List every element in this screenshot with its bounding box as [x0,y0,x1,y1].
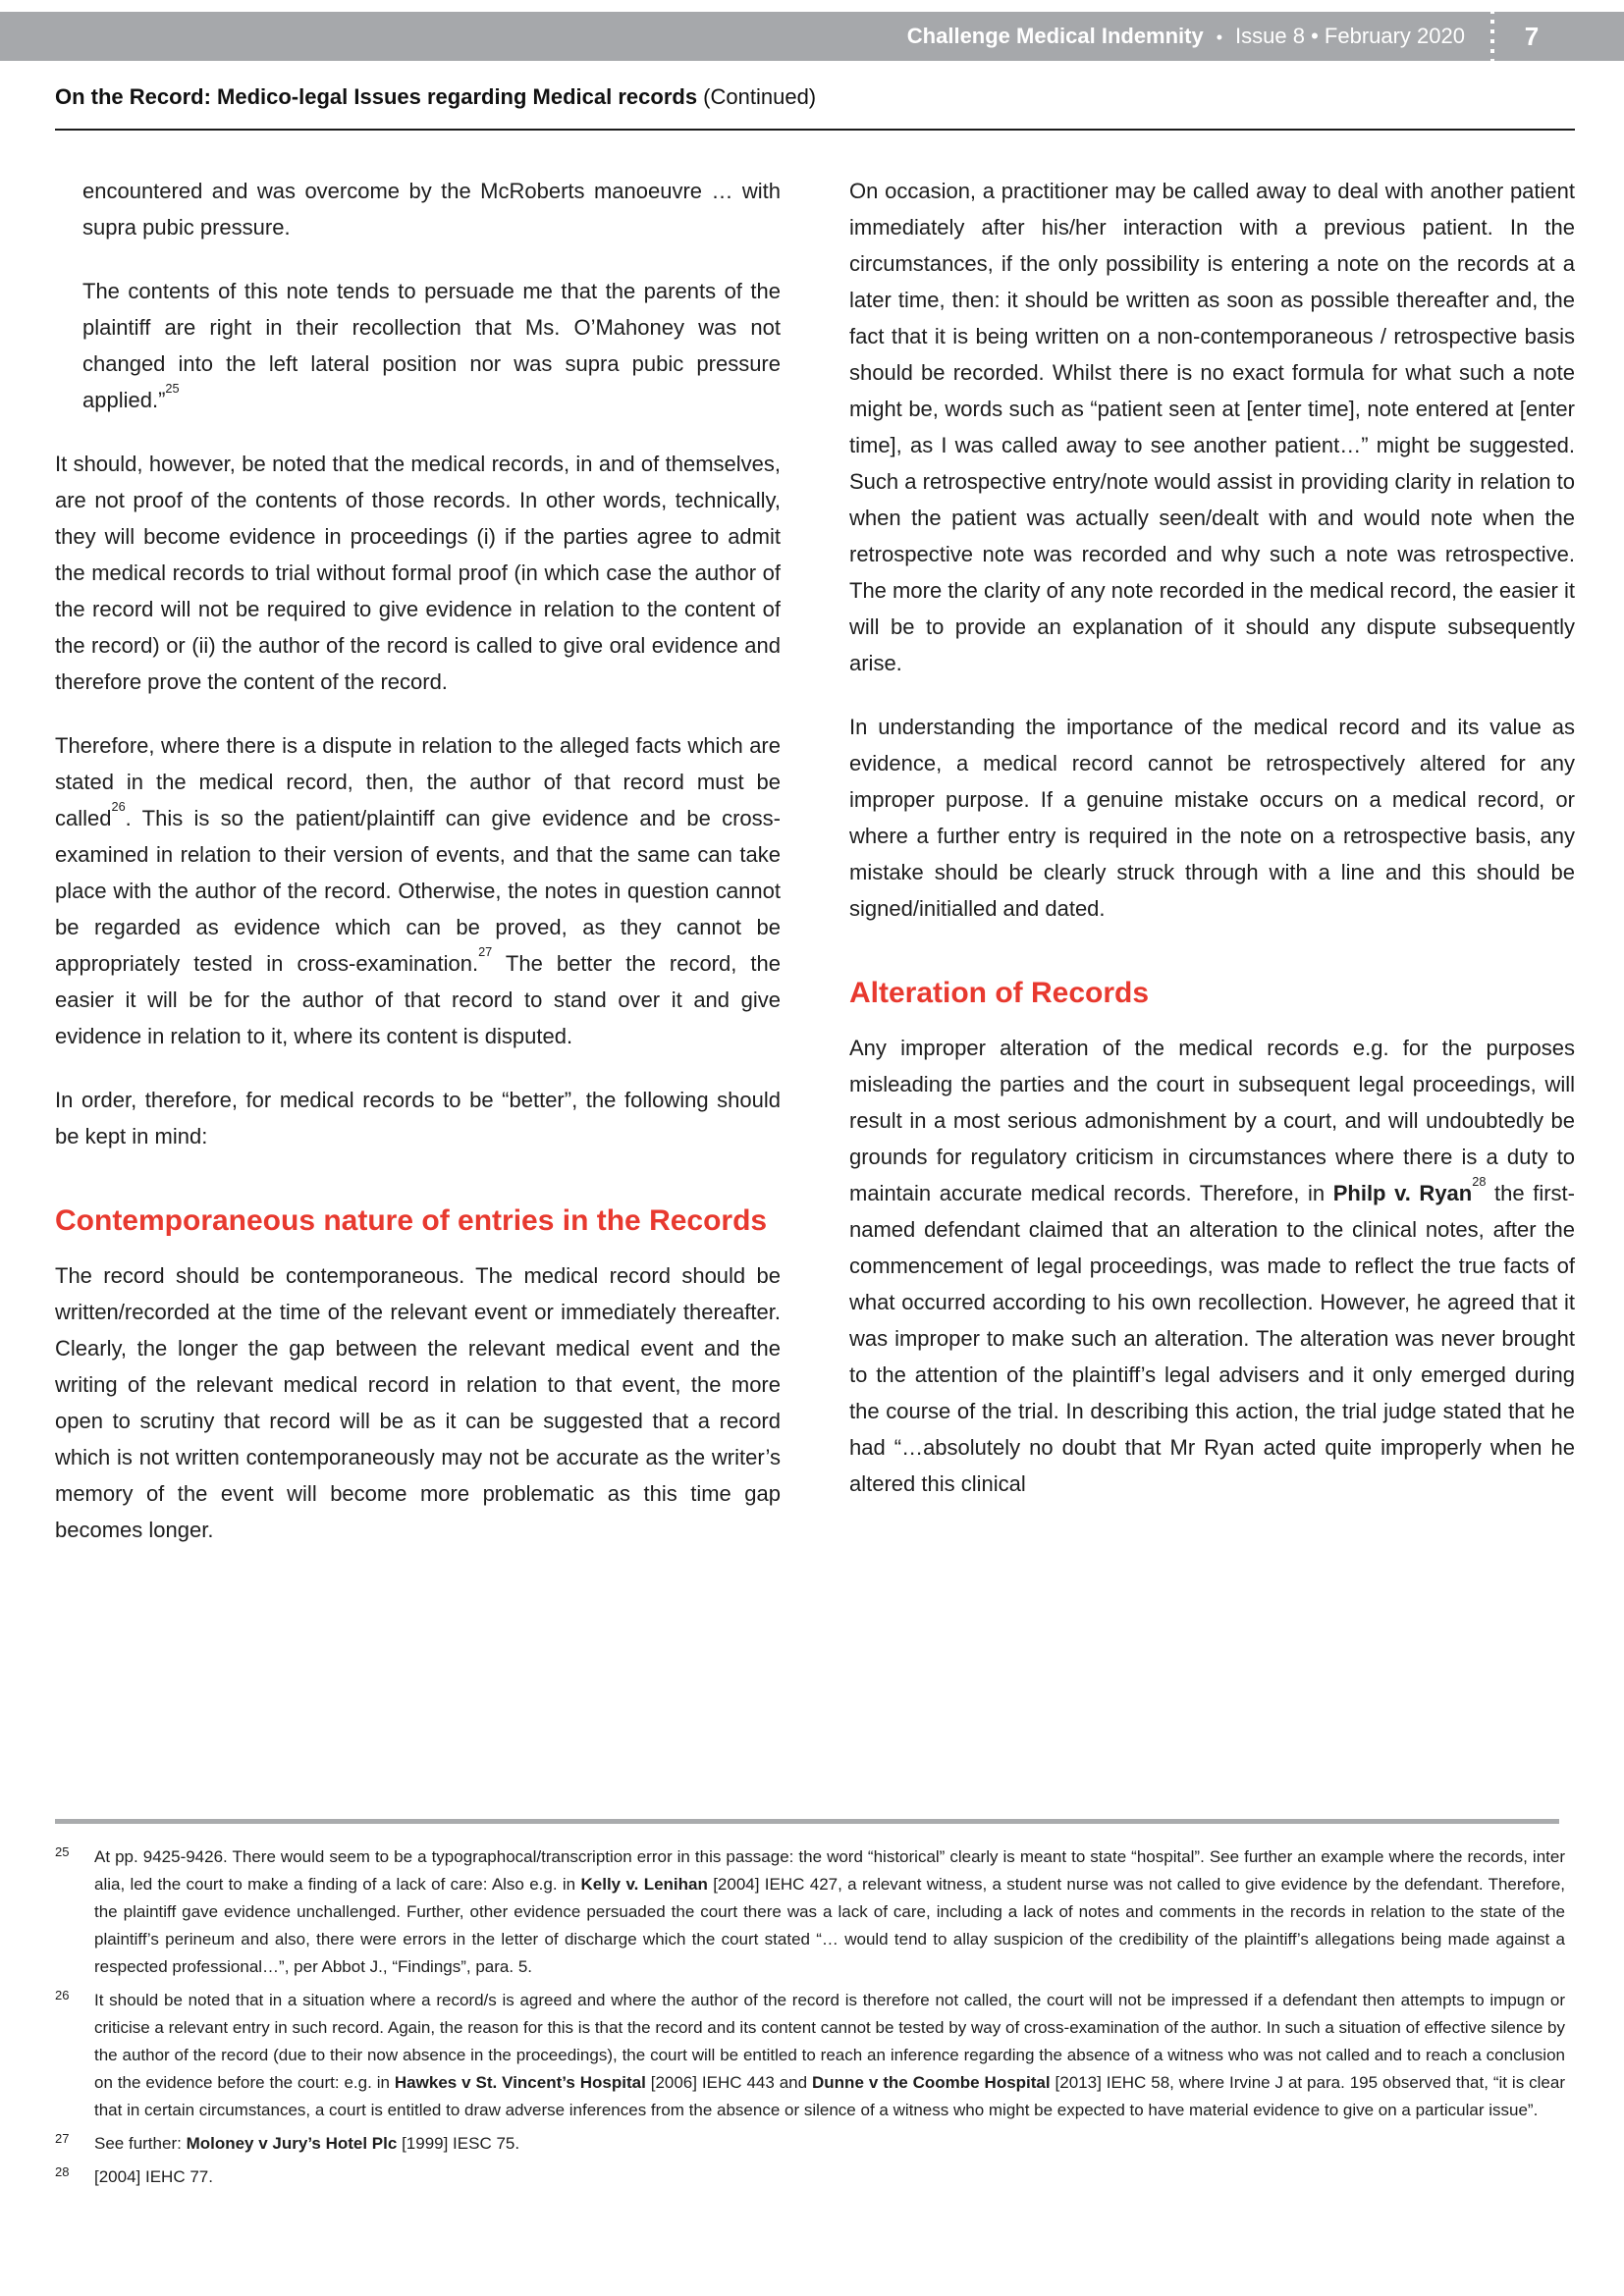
header-bar [0,12,1624,61]
footnotes [55,1843,1565,2197]
footnote-marker: 28 [55,2164,70,2179]
section-heading-alteration: Alteration of Records [849,977,1150,1009]
paragraph-kept-in-mind: In order, therefore, for medical records to be “better”, the following should be kept in mind: [55,1088,781,1148]
title-rule [55,129,1575,131]
paragraph-contemporaneous: The record should be contemporaneous. The medical record should be written/recorded at the time of the relevant event or immediately thereafter. Clearly, the longer the gap between the relevant medical event and the writing of the relevant medical record in relation to that event, the more open to scrutiny that record will be as it can be suggested that a record which is not written contemporaneously may not be accurate as the writer’s memory of the event will become more problematic as this time gap becomes longer. [55,1263,781,1542]
quote-paragraph-2: The contents of this note tends to persuade me that the parents of the plaintiff are right in their recollection that Ms. O’Mahoney was not changed into the left lateral position nor was supra pubic pressure applied.”$^{25}$ [82,279,781,412]
footnote-26 [55,1987,1565,2124]
paragraph-retrospective-note: On occasion, a practitioner may be called away to deal with another patient immediately after his/her interaction with a previous patient. In the circumstances, if the only possibility is entering a note on the records at a later time, then: it should be written as soon as possible thereafter and, the fact that it is being written on a non-contemporaneous / retrospective basis should be recorded. Whilst there is no exact formula for what such a note might be, words such as “patient seen at [enter time], note entered at [enter time], as I was called away to see another patient…” might be suggested. Such a retrospective entry/note would assist in providing clarity in relation to when the patient was actually seen/dealt with and would note when the retrospective note was recorded and why such a note was retrospective. The more the clarity of any note recorded in the medical record, the easier it will be to provide an explanation of it should any dispute subsequently arise. [849,179,1575,675]
article-body [55,173,1575,1575]
paragraph-no-improper-alteration: In understanding the importance of the medical record and its value as evidence, a medical record cannot be retrospectively altered for any improper purpose. If a genuine mistake occurs on a medical record, or where a further entry is required in the note on a retrospective basis, any mistake should be clearly struck through with a line and this should be signed/initialled and dated. [849,715,1575,921]
paragraph-author-must-be-called: Therefore, where there is a dispute in relation to the alleged facts which are stated in the medical record, then, the author of that record must be called$^{26}$. This is so the patient/plaintiff can give evidence and be cross-examined in relation to their version of events, and that the same can take place with the author of the record. Otherwise, the notes in question cannot be regarded as evidence which can be proved, as they cannot be appropriately tested in cross-examination.$^{27}$ The better the record, the easier it will be for the author of that record to stand over it and give evidence in relation to it, where its content is disputed. [55,733,781,1048]
footnote-marker: 25 [55,1844,70,1859]
header-meta [907,12,1465,61]
article-title [55,82,816,112]
issue-and-date: Issue 8 • February 2020 [1235,24,1465,48]
paragraph-philp-v-ryan: Any improper alteration of the medical records e.g. for the purposes misleading the parties and the court in subsequent legal proceedings, will result in a most serious admonishment by a court, and will undoubtedly be grounds for regulatory criticism in circumstances where there is a duty to maintain accurate medical records. Therefore, in Philp v. Ryan$^{28}$ the first-named defendant claimed that an alteration to the clinical notes, after the commencement of legal proceedings, was made to reflect the true facts of what occurred according to his own recollection. However, he agreed that it was improper to make such an alteration. The alteration was never brought to the attention of the plaintiff’s legal advisers and it only emerged during the course of the trial. In describing this action, the trial judge stated that he had “…absolutely no doubt that Mr Ryan acted quite improperly when he altered this clinical [849,1036,1575,1496]
footnote-marker: 26 [55,1988,70,2002]
right-column [849,173,1575,1575]
footnote-25 [55,1843,1565,1981]
publication-name: Challenge Medical Indemnity [906,24,1204,48]
bullet-separator: • [1216,27,1223,47]
quote-paragraph-1: encountered and was overcome by the McRoberts manoeuvre … with supra pubic pressure. [82,179,781,240]
footnote-text: [2004] IEHC 77. [94,2167,213,2186]
page-number: 7 [1524,21,1540,51]
footnote-28 [55,2163,1565,2191]
footnote-text: At pp. 9425-9426. There would seem to be a typographocal/transcription error in this passage: the word “historical” clearly is meant to state “hospital”. See further an example where the records, inter alia, led the court to make a finding of a lack of care: Also e.g. in Kelly v. Lenihan [2004] IEHC 427, a relevant witness, a student nurse was not called to give evidence by the defendant. Therefore, the plaintiff gave evidence unchallenged. Further, other evidence persuaded the court there was a lack of care, including a lack of notes and comments in the records in relation to the state of the plaintiff’s perineum and also, there were errors in the letter of discharge which the court stated “… would tend to allay suspicion of the credibility of the plaintiff’s allegations being made against a respected professional…”, per Abbot J., “Findings”, para. 5. [94,1847,1565,1976]
section-heading-contemporaneous: Contemporaneous nature of entries in the Records [55,1204,768,1237]
left-column [55,173,781,1575]
footnote-text: See further: Moloney v Jury’s Hotel Plc [1999] IESC 75. [94,2134,520,2153]
footnote-divider [55,1819,1559,1824]
article-title-main: On the Record: Medico-legal Issues regarding Medical records [55,84,698,109]
article-title-continued: (Continued) [697,84,817,109]
footnote-27 [55,2130,1565,2158]
footnote-marker: 27 [55,2131,70,2146]
footnote-text: It should be noted that in a situation where a record/s is agreed and where the author of the record is therefore not called, the court will not be impressed if a defendant then attempts to impugn or criticise a relevant entry in such record. Again, the reason for this is that the record and its content cannot be tested by way of cross-examination of the author. In such a situation of effective silence by the author of the record (due to their now absence in the proceedings), the court will be entitled to reach an inference regarding the absence of a witness who was not called and to reach a conclusion on the evidence before the court: e.g. in Hawkes v St. Vincent’s Hospital [2006] IEHC 443 and Dunne v the Coombe Hospital [2013] IEHC 58, where Irvine J at para. 195 observed that, “it is clear that in certain circumstances, a court is entitled to draw adverse inferences from the absence or silence of a witness who might be expected to have material evidence to give on a particular issue”. [94,1991,1565,2119]
paragraph-records-not-proof: It should, however, be noted that the medical records, in and of themselves, are not proof of the contents of those records. In other words, technically, they will become evidence in proceedings (i) if the parties agree to admit the medical records to trial without formal proof (in which case the author of the record will not be required to give evidence in relation to the content of the record) or (ii) the author of the record is called to give oral evidence and therefore prove the content of the record. [55,452,781,694]
